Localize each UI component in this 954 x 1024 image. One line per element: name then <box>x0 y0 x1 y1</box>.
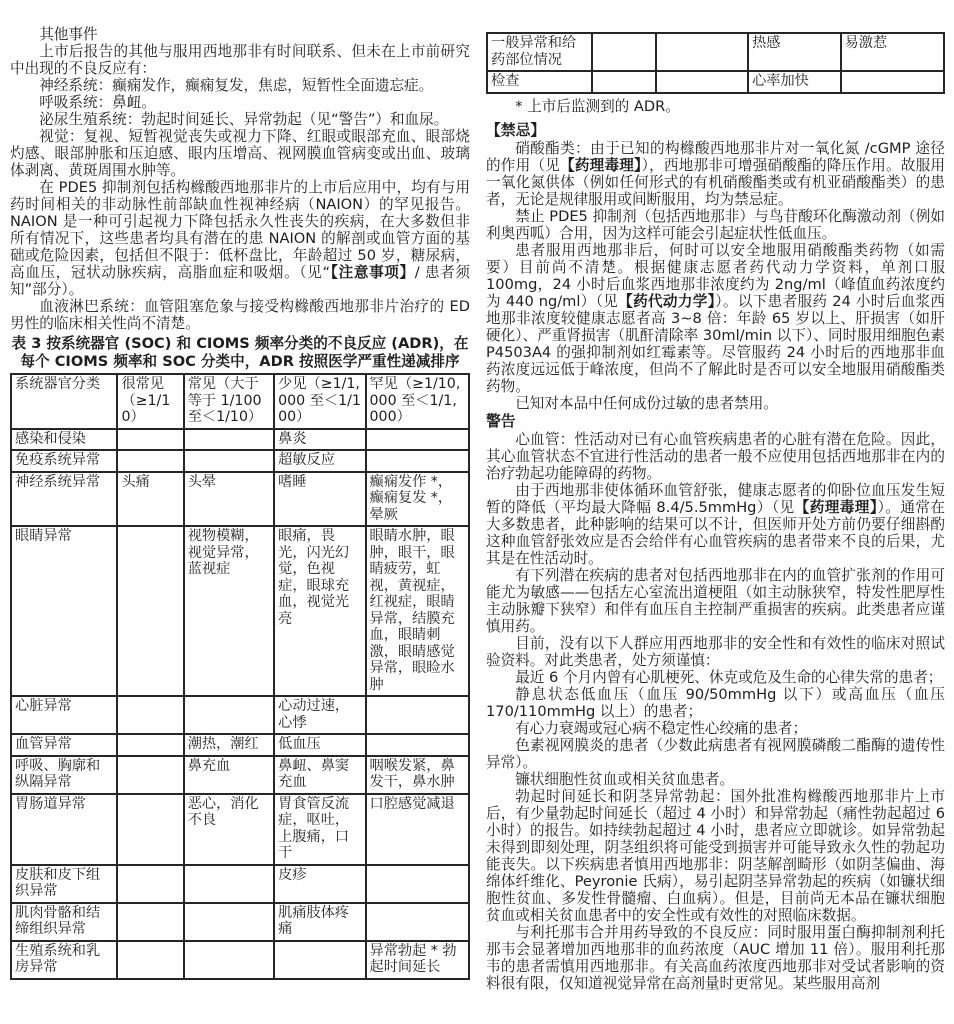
inline-text: 有心力衰竭或冠心病不稳定性心绞痛的患者； <box>515 719 808 737</box>
table-cell <box>184 903 274 941</box>
table-cell: 呼吸、胸廓和纵隔异常 <box>11 756 117 794</box>
inline-text: 神经系统：癫痫发作，癫痫复发，焦虑，短暂性全面遗忘症。 <box>39 77 434 94</box>
column-header: 罕见（≥1/10,000 至＜1/1,000） <box>366 374 469 429</box>
table-cell: 检查 <box>487 71 592 93</box>
column-header: 很常见（≥1/10） <box>117 374 183 429</box>
paragraph <box>10 111 470 128</box>
table-cell: 鼻衄、鼻窦充血 <box>274 756 365 794</box>
table-cell: 鼻炎 <box>274 429 365 451</box>
inline-bold-ref: 【注意事项】 <box>330 264 415 281</box>
inline-bold-ref: 【药理毒理】 <box>794 498 878 516</box>
paragraph <box>10 179 470 298</box>
table-cell: 鼻充血 <box>184 756 274 794</box>
table-cell <box>117 903 183 941</box>
table-cell <box>117 429 183 451</box>
table-cell: 心率加快 <box>748 71 840 93</box>
table-cell <box>592 71 655 93</box>
table-row <box>11 903 469 941</box>
table-cell <box>117 734 183 756</box>
paragraph <box>486 395 945 412</box>
table3-footnote: * 上市后监测到的 ADR。 <box>515 97 680 115</box>
paragraph <box>486 140 945 208</box>
paragraph <box>10 26 470 43</box>
table-cell <box>366 865 469 903</box>
table-cell <box>656 33 748 71</box>
inline-text: 有下列潜在疾病的患者对包括西地那非在内的血管扩张剂的作用可能尤为敏感——包括左心室流出道梗阻（如主动脉狭窄，特发性肥厚性主动脉瓣下狭窄）和伴有血压自主控制严重损害的疾病。此类患者应谨慎用药。 <box>486 566 945 635</box>
paragraph <box>10 43 470 77</box>
column-header: 少见（≥1/1,000 至＜1/100） <box>274 374 365 429</box>
adr-table <box>10 373 470 980</box>
table-cell: 异常勃起 * 勃起时间延长 <box>366 941 469 979</box>
inline-text: 患者服用西地那非后，何时可以安全地服用硝酸酯类药物（如需要）目前尚不清楚。根据健康志愿者药代动力学资料，单剂口服 100mg，24 小时后血浆西地那非浓度约为 2ng/ml（峰值血药浓度约为 440 ng/ml）（见 <box>486 241 945 310</box>
inline-text: 勃起时间延长和阴茎异常勃起：国外批准构橼酸西地那非片上市后，有少量勃起时间延长（超过 4 小时）和异常勃起（痛性勃起超过 6 小时）的报告。如持续勃起超过 4 小时，患者应立即就诊。如异常勃起未得到即刻处理，阴茎组织将可能受到损害并可能导致永久性的勃起功能丧失。以下疾病患者慎用西地那非：阴茎解剖畸形（如阴茎偏曲、海绵体纤维化、Peyronie 氏病），易引起阴茎异常勃起的疾病（如镰状细胞性贫血、多发性骨髓瘤、白血病）。但是，目前尚无本品在镰状细胞贫血或相关贫血患者中的安全性或有效性的对照临床数据。 <box>486 787 945 924</box>
table-row <box>11 526 469 696</box>
table-cell: 眼睛异常 <box>11 526 117 696</box>
left-column <box>10 26 470 980</box>
inline-text: 由于西地那非使体循环血管舒张，健康志愿者的仰卧位血压发生短暂的降低（平均最大降幅 8.4/5.5mmHg）（见 <box>486 481 945 516</box>
inline-text: ），西地那非可增强硝酸酯的降压作用。故服用一氧化氮供体（例如任何形式的有机硝酸酯类或有机亚硝酸酯类）的患者，无论是规律服用或间断服用，均为禁忌症。 <box>486 156 945 208</box>
table-cell <box>184 696 274 734</box>
table-cell: 口腔感觉减退 <box>366 794 469 865</box>
paragraph <box>486 567 945 635</box>
table-cell <box>117 696 183 734</box>
table-cell <box>592 33 655 71</box>
paragraph <box>486 720 945 737</box>
table-cell: 心动过速，心悸 <box>274 696 365 734</box>
table-cell: 心脏异常 <box>11 696 117 734</box>
table-cell: 头晕 <box>184 472 274 527</box>
inline-text: 泌尿生殖系统：勃起时间延长、异常勃起（见“警告”）和血尿。 <box>39 111 449 128</box>
table-cell: 低血压 <box>274 734 365 756</box>
other-events-section <box>10 26 470 332</box>
table-cell: 免疫系统异常 <box>11 450 117 472</box>
table-row <box>11 734 469 756</box>
table-cell <box>117 526 183 696</box>
table-cell: 嗜睡 <box>274 472 365 527</box>
inline-text: 静息状态低血压（血压 90/50mmHg 以下）或高血压（血压 170/110mmHg 以上）的患者； <box>486 685 945 720</box>
table-cell <box>184 941 274 979</box>
paragraph <box>486 788 945 924</box>
table-cell <box>366 429 469 451</box>
table-header-row <box>11 374 469 429</box>
warnings-body <box>486 431 945 992</box>
table-cell: 热感 <box>748 33 840 71</box>
table-cell: 恶心，消化不良 <box>184 794 274 865</box>
table-row <box>11 450 469 472</box>
table-row <box>11 472 469 527</box>
table-row <box>11 865 469 903</box>
inline-bold-ref: 【药代动力学】 <box>618 292 716 310</box>
inline-text: 镰状细胞性贫血或相关贫血患者。 <box>515 770 735 788</box>
table-cell: 咽喉发紧，鼻发干，鼻水肿 <box>366 756 469 794</box>
contraindications-heading: 【禁忌】 <box>486 121 546 139</box>
table-cell <box>656 71 748 93</box>
inline-text: 已知对本品中任何成份过敏的患者禁用。 <box>515 394 778 412</box>
table-cell: 一般异常和给药部位情况 <box>487 33 592 71</box>
table-cell: 神经系统异常 <box>11 472 117 527</box>
table-cell: 超敏反应 <box>274 450 365 472</box>
paragraph <box>486 669 945 686</box>
table3-adr-table <box>10 373 470 980</box>
table-cell: 易激惹 <box>841 33 945 71</box>
table-cell: 感染和侵染 <box>11 429 117 451</box>
paragraph <box>486 242 945 395</box>
paragraph <box>486 431 945 482</box>
table-row <box>487 33 944 71</box>
table-cell: 肌痛肢体疼痛 <box>274 903 365 941</box>
table-cell <box>841 71 945 93</box>
table3-continued <box>486 32 945 94</box>
right-column <box>486 32 945 992</box>
paragraph <box>10 77 470 94</box>
table-cell: 血管异常 <box>11 734 117 756</box>
inline-text: ）。通常在大多数患者，此种影响的结果可以不计，但医师开处方前仍要仔细斟酌这种血管舒张效应是否会给伴有心血管疾病的患者带来不良的后果，尤其是在性活动时。 <box>486 498 945 567</box>
paragraph <box>486 737 945 771</box>
inline-text: 上市后报告的其他与服用西地那非有时间联系、但未在上市前研究中出现的不良反应有： <box>10 43 470 77</box>
table-row <box>11 794 469 865</box>
table-row <box>487 71 944 93</box>
table-row <box>11 756 469 794</box>
table-cell <box>366 734 469 756</box>
table-cell: 胃食管反流症，呕吐，上腹痛，口干 <box>274 794 365 865</box>
inline-text: 硝酸酯类：由于已知的构橼酸西地那非片对一氧化氮 /cGMP 途径的作用（见 <box>486 139 945 174</box>
adr-table <box>486 32 945 94</box>
table3-title: 表 3 按系统器官 (SOC) 和 CIOMS 频率分类的不良反应 (ADR)，在每个 CIOMS 频率和 SOC 分类中，ADR 按照医学严重性递减排序 <box>11 335 469 370</box>
table-row <box>11 941 469 979</box>
inline-text: 与利托那韦合并用药导致的不良反应：同时服用蛋白酶抑制剂利托那韦会显著增加西地那非的血药浓度（AUC 增加 11 倍）。服用利托那韦的患者需慎用西地那非。有关高血药浓度西地那非对受试者影响的资料很有限，仅知道视觉异常在高剂量时更常见。某些服用高剂 <box>486 923 945 992</box>
table-cell: 眼睛水肿，眼肿，眼干，眼睛疲劳，虹视，黄视症，红视症，眼睛异常，结膜充血，眼睛刺激，眼睛感觉异常，眼睑水肿 <box>366 526 469 696</box>
table-row <box>11 696 469 734</box>
paragraph <box>486 924 945 992</box>
inline-text: 目前，没有以下人群应用西地那非的安全性和有效性的临床对照试验资料。对此类患者，处方须谨慎： <box>486 634 945 669</box>
table-cell: 头痛 <box>117 472 183 527</box>
inline-text: 最近 6 个月内曾有心肌梗死、休克或危及生命的心律失常的患者； <box>515 668 943 686</box>
column-header: 系统器官分类 <box>11 374 117 429</box>
inline-text: / 患者须知”部分）。 <box>10 264 470 298</box>
paragraph <box>486 771 945 788</box>
paragraph <box>486 635 945 669</box>
paragraph <box>10 128 470 179</box>
inline-bold-ref: 【药理毒理】 <box>560 156 642 174</box>
paragraph <box>10 298 470 332</box>
paragraph <box>486 208 945 242</box>
inline-text: 在 PDE5 抑制剂包括构橼酸西地那非片的上市后应用中，均有与用药时间相关的非动脉性前部缺血性视神经病（NAION）的罕见报告。NAION 是一种可引起视力下降包括永久性丧失的疾病，在大多数但非所有情况下，这些患者均具有潜在的患 NAION 的解剖或血管方面的基础或危险因素，包括但不限于：低杯盘比，年龄超过 50 岁，糖尿病，高血压，冠状动脉疾病，高脂血症和吸烟。（见“ <box>10 179 470 281</box>
table-cell <box>184 429 274 451</box>
inline-text: ）。以下患者服药 24 小时后血浆西地那非浓度较健康志愿者高 3~8 倍：年龄 65 岁以上、肝损害（如肝硬化）、严重肾损害（肌酐清除率 30ml/min 以下）、同时服用细胞色素 P4503A4 的强抑制剂如红霉素等。尽管服药 24 小时后的西地那非血药浓度远远低于峰浓度，但尚不了解此时是否可以安全地服用硝酸酯类药物。 <box>486 292 945 395</box>
table-cell <box>274 941 365 979</box>
table-cell <box>117 450 183 472</box>
inline-text: 其他事件 <box>39 26 98 43</box>
inline-text: 呼吸系统：鼻衄。 <box>39 94 156 111</box>
paragraph <box>486 686 945 720</box>
inline-text: 色素视网膜炎的患者（少数此病患者有视网膜磷酸二酯酶的遗传性异常）。 <box>486 736 945 771</box>
column-header: 常见（大于等于 1/100 至＜1/10） <box>184 374 274 429</box>
table-cell <box>366 696 469 734</box>
warnings-heading: 警告 <box>486 412 516 430</box>
inline-text: 禁止 PDE5 抑制剂（包括西地那非）与鸟苷酸环化酶激动剂（例如利奥西呱）合用，因为这样可能会引起症状性低血压。 <box>486 207 945 242</box>
contraindications-body <box>486 140 945 412</box>
table-cell <box>117 865 183 903</box>
table-cell: 肌肉骨骼和结缔组织异常 <box>11 903 117 941</box>
table-cell: 生殖系统和乳房异常 <box>11 941 117 979</box>
paragraph <box>486 482 945 567</box>
table-cell: 皮肤和皮下组织异常 <box>11 865 117 903</box>
table-cell: 眼痛，畏光，闪光幻觉，色视症，眼球充血，视觉光亮 <box>274 526 365 696</box>
paragraph <box>10 94 470 111</box>
inline-text: 心血管：性活动对已有心血管疾病患者的心脏有潜在危险。因此，其心血管状态不宜进行性活动的患者一般不应使用包括西地那非在内的治疗勃起功能障碍的药物。 <box>486 430 945 482</box>
table-cell <box>184 450 274 472</box>
table-cell: 视物模糊，视觉异常，蓝视症 <box>184 526 274 696</box>
inline-text: 血液淋巴系统：血管阻塞危象与接受构橼酸西地那非片治疗的 ED 男性的临床相关性尚不清楚。 <box>10 298 470 332</box>
table-cell: 潮热，潮红 <box>184 734 274 756</box>
table-cell <box>184 865 274 903</box>
table-cell: 皮疹 <box>274 865 365 903</box>
table-cell <box>117 941 183 979</box>
table-cell <box>117 756 183 794</box>
table-row <box>11 429 469 451</box>
table-cell <box>366 903 469 941</box>
table-cell: 胃肠道异常 <box>11 794 117 865</box>
table-cell <box>117 794 183 865</box>
inline-text: 视觉：复视、短暂视觉丧失或视力下降、红眼或眼部充血、眼部烧灼感、眼部肿胀和压迫感、眼内压增高、视网膜血管病变或出血、玻璃体剥离、黄斑周围水肿等。 <box>10 128 470 179</box>
table-cell: 癫痫发作 *，癫痫复发 *，晕厥 <box>366 472 469 527</box>
table-cell <box>366 450 469 472</box>
